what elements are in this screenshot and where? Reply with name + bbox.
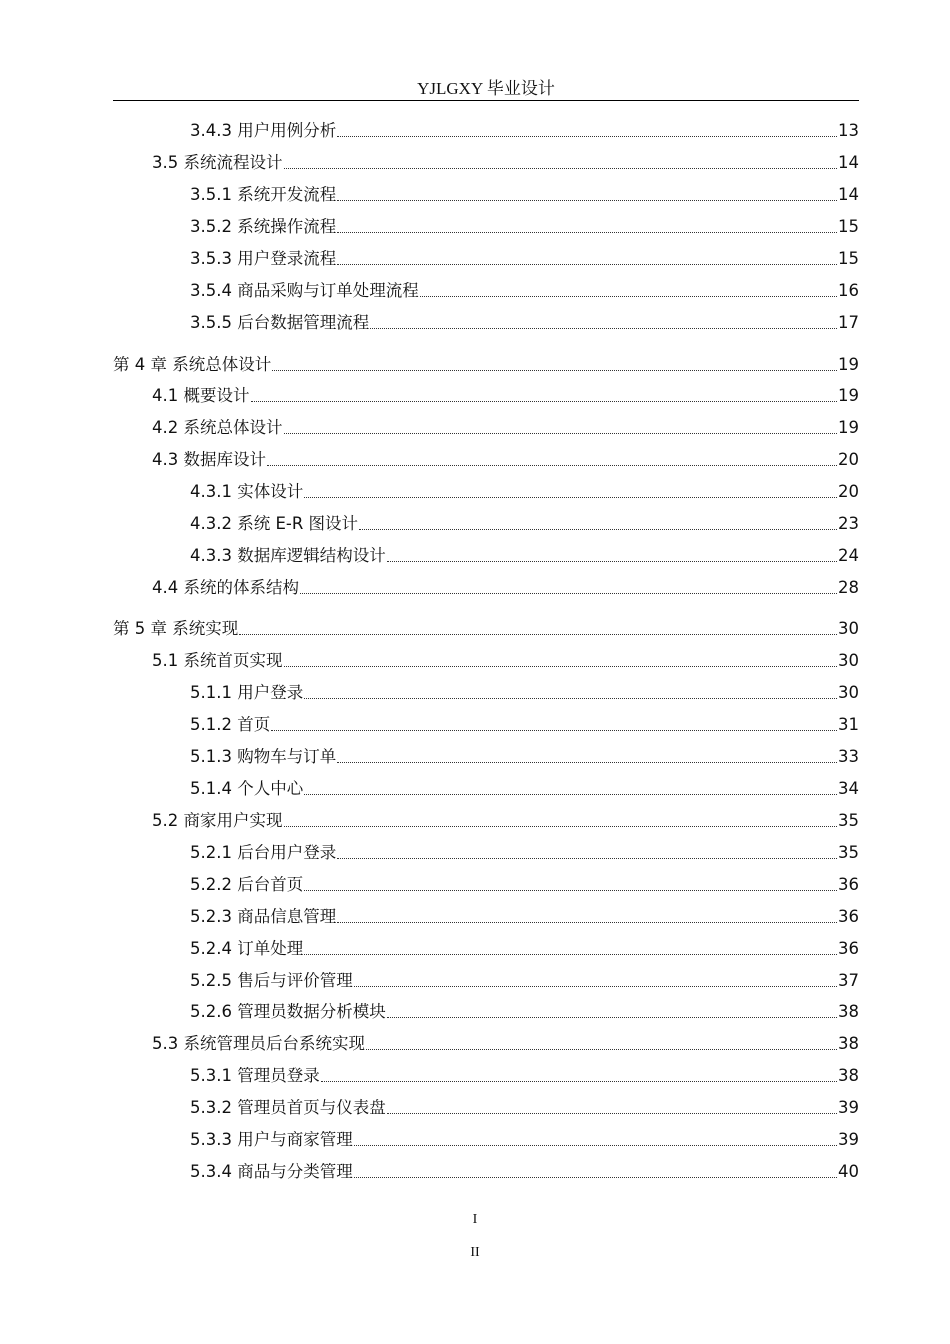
toc-entry[interactable] bbox=[190, 278, 859, 302]
toc-entry[interactable] bbox=[190, 310, 859, 334]
page-number-primary: I bbox=[472, 1212, 478, 1227]
toc-dot-leader bbox=[337, 264, 837, 265]
toc-entry[interactable] bbox=[190, 904, 859, 928]
toc-entry-page-number: 15 bbox=[838, 249, 859, 268]
toc-entry[interactable] bbox=[190, 872, 859, 896]
toc-entry[interactable] bbox=[152, 150, 859, 174]
toc-entry-page-number: 33 bbox=[838, 747, 859, 766]
toc-dot-leader bbox=[267, 465, 837, 466]
toc-entry[interactable] bbox=[190, 936, 859, 960]
toc-entry-page-number: 24 bbox=[838, 546, 859, 565]
page-header-title: YJLGXY 毕业设计 bbox=[417, 79, 555, 98]
toc-entry[interactable] bbox=[190, 1063, 859, 1087]
toc-entry[interactable] bbox=[190, 511, 859, 535]
toc-dot-leader bbox=[300, 593, 837, 594]
toc-entry-label: 4.2 系统总体设计 bbox=[152, 418, 283, 437]
toc-dot-leader bbox=[337, 858, 837, 859]
toc-entry-label: 第 4 章 系统总体设计 bbox=[113, 355, 272, 374]
toc-entry-page-number: 19 bbox=[838, 418, 859, 437]
toc-entry-label: 5.2.6 管理员数据分析模块 bbox=[190, 1002, 386, 1021]
toc-dot-leader bbox=[420, 296, 837, 297]
toc-entry[interactable] bbox=[152, 648, 859, 672]
toc-entry-label: 3.5.5 后台数据管理流程 bbox=[190, 313, 370, 332]
toc-entry-page-number: 30 bbox=[838, 651, 859, 670]
toc-entry[interactable] bbox=[190, 680, 859, 704]
toc-entry-page-number: 17 bbox=[838, 313, 859, 332]
toc-entry-label: 3.5.4 商品采购与订单处理流程 bbox=[190, 281, 419, 300]
toc-entry-page-number: 30 bbox=[838, 619, 859, 638]
toc-entry-page-number: 30 bbox=[838, 683, 859, 702]
toc-entry-label: 4.3.3 数据库逻辑结构设计 bbox=[190, 546, 386, 565]
toc-dot-leader bbox=[304, 497, 837, 498]
toc-entry-page-number: 23 bbox=[838, 514, 859, 533]
toc-entry[interactable] bbox=[190, 1159, 859, 1183]
toc-entry-page-number: 31 bbox=[838, 715, 859, 734]
toc-entry[interactable] bbox=[152, 383, 859, 407]
toc-entry-label: 4.3 数据库设计 bbox=[152, 450, 266, 469]
toc-dot-leader bbox=[239, 634, 837, 635]
toc-dot-leader bbox=[354, 1145, 837, 1146]
toc-entry-label: 5.1.2 首页 bbox=[190, 715, 271, 734]
toc-entry-page-number: 20 bbox=[838, 482, 859, 501]
toc-entry[interactable] bbox=[190, 968, 859, 992]
toc-entry[interactable] bbox=[152, 415, 859, 439]
toc-entry[interactable] bbox=[113, 616, 859, 640]
toc-entry[interactable] bbox=[190, 118, 859, 142]
toc-entry-label: 5.1.1 用户登录 bbox=[190, 683, 304, 702]
toc-entry[interactable] bbox=[152, 808, 859, 832]
toc-entry[interactable] bbox=[190, 776, 859, 800]
toc-dot-leader bbox=[304, 794, 837, 795]
toc-entry-page-number: 19 bbox=[838, 355, 859, 374]
toc-dot-leader bbox=[321, 1081, 837, 1082]
toc-entry[interactable] bbox=[190, 246, 859, 270]
toc-entry-page-number: 39 bbox=[838, 1130, 859, 1149]
toc-entry-label: 5.1.4 个人中心 bbox=[190, 779, 304, 798]
toc-entry-page-number: 20 bbox=[838, 450, 859, 469]
toc-entry-page-number: 36 bbox=[838, 907, 859, 926]
toc-dot-leader bbox=[337, 762, 837, 763]
toc-dot-leader bbox=[354, 986, 837, 987]
toc-dot-leader bbox=[304, 698, 837, 699]
toc-entry-label: 5.2.2 后台首页 bbox=[190, 875, 304, 894]
toc-entry-page-number: 13 bbox=[838, 121, 859, 140]
toc-entry-page-number: 14 bbox=[838, 153, 859, 172]
toc-dot-leader bbox=[354, 1177, 837, 1178]
toc-entry[interactable] bbox=[152, 575, 859, 599]
toc-entry-page-number: 37 bbox=[838, 971, 859, 990]
toc-dot-leader bbox=[366, 1049, 837, 1050]
toc-entry-page-number: 16 bbox=[838, 281, 859, 300]
toc-entry-label: 4.4 系统的体系结构 bbox=[152, 578, 299, 597]
toc-entry-label: 3.5.3 用户登录流程 bbox=[190, 249, 337, 268]
toc-entry[interactable] bbox=[190, 712, 859, 736]
toc-entry-page-number: 38 bbox=[838, 1034, 859, 1053]
toc-entry[interactable] bbox=[113, 352, 859, 376]
toc-entry[interactable] bbox=[190, 182, 859, 206]
toc-dot-leader bbox=[359, 529, 837, 530]
toc-entry-page-number: 36 bbox=[838, 939, 859, 958]
toc-entry[interactable] bbox=[190, 479, 859, 503]
toc-dot-leader bbox=[284, 666, 838, 667]
toc-entry-label: 4.3.2 系统 E-R 图设计 bbox=[190, 514, 359, 533]
toc-entry-label: 第 5 章 系统实现 bbox=[113, 619, 239, 638]
toc-entry-label: 5.3 系统管理员后台系统实现 bbox=[152, 1034, 365, 1053]
toc-entry[interactable] bbox=[152, 447, 859, 471]
toc-dot-leader bbox=[387, 1113, 837, 1114]
toc-entry-page-number: 38 bbox=[838, 1066, 859, 1085]
toc-entry-label: 5.2.5 售后与评价管理 bbox=[190, 971, 353, 990]
toc-dot-leader bbox=[337, 136, 837, 137]
toc-dot-leader bbox=[387, 561, 837, 562]
toc-entry-page-number: 34 bbox=[838, 779, 859, 798]
toc-dot-leader bbox=[304, 890, 837, 891]
toc-dot-leader bbox=[251, 401, 838, 402]
toc-dot-leader bbox=[284, 168, 838, 169]
toc-entry-label: 5.3.2 管理员首页与仪表盘 bbox=[190, 1098, 386, 1117]
toc-entry-label: 5.3.3 用户与商家管理 bbox=[190, 1130, 353, 1149]
toc-dot-leader bbox=[387, 1017, 837, 1018]
toc-entry-label: 5.1.3 购物车与订单 bbox=[190, 747, 337, 766]
toc-entry[interactable] bbox=[152, 1031, 859, 1055]
page-number-secondary: II bbox=[470, 1245, 480, 1260]
toc-dot-leader bbox=[337, 922, 837, 923]
toc-entry[interactable] bbox=[190, 1127, 859, 1151]
toc-entry-page-number: 40 bbox=[838, 1162, 859, 1181]
toc-entry-label: 3.5 系统流程设计 bbox=[152, 153, 283, 172]
toc-entry-label: 3.4.3 用户用例分析 bbox=[190, 121, 337, 140]
toc-entry[interactable] bbox=[190, 744, 859, 768]
toc-dot-leader bbox=[284, 433, 838, 434]
toc-entry-label: 4.1 概要设计 bbox=[152, 386, 250, 405]
toc-entry-page-number: 36 bbox=[838, 875, 859, 894]
toc-entry-label: 3.5.1 系统开发流程 bbox=[190, 185, 337, 204]
toc-entry-label: 5.3.4 商品与分类管理 bbox=[190, 1162, 353, 1181]
toc-entry-page-number: 19 bbox=[838, 386, 859, 405]
toc-dot-leader bbox=[304, 954, 837, 955]
toc-entry[interactable] bbox=[190, 840, 859, 864]
toc-entry[interactable] bbox=[190, 543, 859, 567]
toc-entry-page-number: 35 bbox=[838, 811, 859, 830]
toc-entry[interactable] bbox=[190, 999, 859, 1023]
toc-entry-label: 5.1 系统首页实现 bbox=[152, 651, 283, 670]
toc-entry-page-number: 35 bbox=[838, 843, 859, 862]
toc-entry-page-number: 28 bbox=[838, 578, 859, 597]
toc-dot-leader bbox=[271, 730, 837, 731]
toc-dot-leader bbox=[370, 328, 837, 329]
toc-entry-page-number: 38 bbox=[838, 1002, 859, 1021]
toc-entry-page-number: 39 bbox=[838, 1098, 859, 1117]
toc-entry-label: 5.2.1 后台用户登录 bbox=[190, 843, 337, 862]
toc-entry-label: 5.2.4 订单处理 bbox=[190, 939, 304, 958]
toc-entry[interactable] bbox=[190, 214, 859, 238]
toc-entry-label: 4.3.1 实体设计 bbox=[190, 482, 304, 501]
toc-dot-leader bbox=[272, 370, 837, 371]
toc-entry-label: 3.5.2 系统操作流程 bbox=[190, 217, 337, 236]
toc-entry-page-number: 14 bbox=[838, 185, 859, 204]
toc-entry-label: 5.2 商家用户实现 bbox=[152, 811, 283, 830]
toc-entry-page-number: 15 bbox=[838, 217, 859, 236]
header-divider bbox=[113, 100, 859, 101]
toc-entry-label: 5.3.1 管理员登录 bbox=[190, 1066, 320, 1085]
toc-dot-leader bbox=[337, 232, 837, 233]
toc-entry-label: 5.2.3 商品信息管理 bbox=[190, 907, 337, 926]
toc-entry[interactable] bbox=[190, 1095, 859, 1119]
toc-dot-leader bbox=[284, 826, 838, 827]
toc-dot-leader bbox=[337, 200, 837, 201]
